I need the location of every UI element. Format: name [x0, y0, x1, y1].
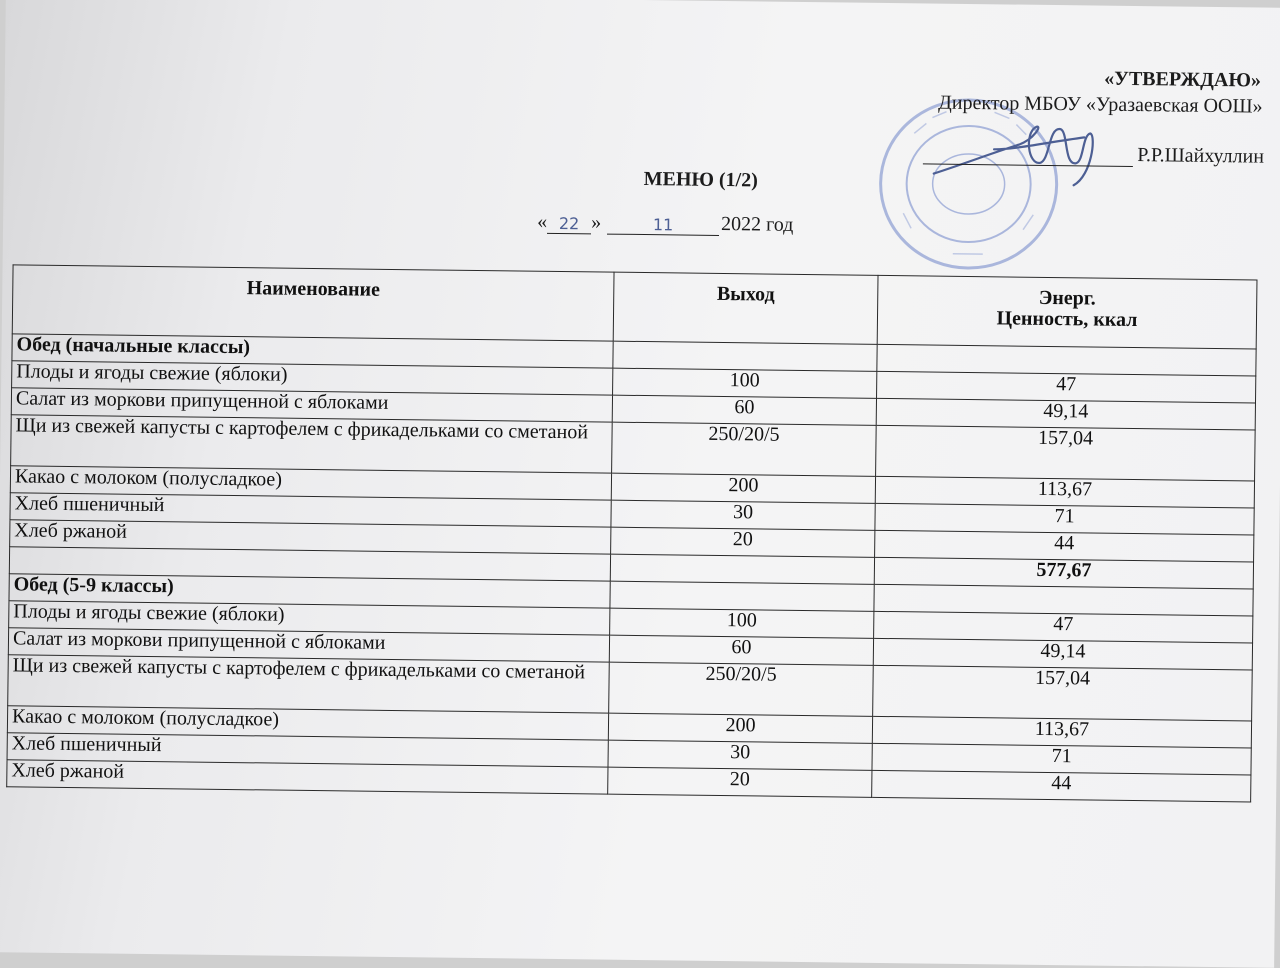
- dish-output: 100: [610, 608, 874, 638]
- date-month: 11: [607, 215, 719, 236]
- date-close-quote: »: [591, 211, 601, 234]
- dish-output: 200: [611, 473, 875, 503]
- dish-output: 60: [609, 635, 873, 665]
- page-title: МЕНЮ (1/2): [644, 168, 758, 192]
- dish-energy: 47: [874, 611, 1253, 643]
- dish-output: 250/20/5: [612, 422, 877, 476]
- dish-output: 60: [612, 395, 876, 425]
- dish-name: Плоды и ягоды свежие (яблоки): [9, 601, 610, 635]
- header-name: Наименование: [12, 265, 614, 341]
- header-energy-line1: Энерг.: [882, 286, 1252, 312]
- director-name: Р.Р.Шайхуллин: [1137, 144, 1264, 169]
- date-open-quote: «: [537, 211, 547, 234]
- section-title: Обед (начальные классы): [12, 334, 613, 368]
- dish-output: 30: [611, 500, 875, 530]
- dish-name: Щи из свежей капусты с картофелем с фрикадельками со сметаной: [11, 415, 613, 473]
- dish-energy: 44: [872, 770, 1251, 802]
- dish-output: 100: [613, 368, 877, 398]
- dish-energy: 71: [872, 743, 1251, 775]
- date-year: 2022 год: [721, 213, 794, 237]
- dish-name: Хлеб пшеничный: [10, 493, 611, 527]
- approval-position: Директор МБОУ «Уразаевская ООШ»: [938, 92, 1263, 119]
- menu-table: [6, 264, 1257, 802]
- dish-output: 250/20/5: [609, 662, 874, 716]
- dish-energy: 157,04: [873, 665, 1253, 721]
- dish-name: Хлеб пшеничный: [7, 733, 608, 767]
- dish-energy: 157,04: [876, 425, 1256, 481]
- dish-output: 30: [608, 740, 872, 770]
- dish-energy: 49,14: [873, 638, 1252, 670]
- date-day: 22: [547, 214, 591, 235]
- dish-name: Какао с молоком (полусладкое): [10, 466, 611, 500]
- signature-line: [923, 141, 1264, 168]
- dish-name: Салат из моркови припущенной с яблоками: [11, 388, 612, 422]
- dish-output: 20: [611, 527, 875, 557]
- date-line: [537, 211, 794, 237]
- approval-heading: «УТВЕРЖДАЮ»: [1104, 68, 1261, 93]
- dish-energy: 71: [875, 503, 1254, 535]
- dish-output: 20: [608, 767, 872, 797]
- section-title: Обед (5-9 классы): [9, 574, 610, 608]
- dish-output: 200: [608, 713, 872, 743]
- dish-energy: 44: [875, 530, 1254, 562]
- dish-energy: 113,67: [872, 716, 1251, 748]
- header-energy: [877, 275, 1257, 349]
- total-energy: 577,67: [874, 557, 1253, 589]
- dish-name: Хлеб ржаной: [7, 760, 608, 794]
- dish-name: Какао с молоком (полусладкое): [7, 706, 608, 740]
- dish-name: Щи из свежей капусты с картофелем с фрикадельками со сметаной: [8, 655, 610, 713]
- dish-name: Плоды и ягоды свежие (яблоки): [12, 361, 613, 395]
- dish-energy: 113,67: [875, 476, 1254, 508]
- dish-name: Салат из моркови припущенной с яблоками: [8, 628, 609, 662]
- header-energy-line2: Ценность, ккал: [882, 307, 1252, 333]
- dish-energy: 49,14: [876, 398, 1255, 430]
- dish-name: Хлеб ржаной: [10, 520, 611, 554]
- header-output: Выход: [613, 272, 878, 344]
- dish-energy: 47: [877, 371, 1256, 403]
